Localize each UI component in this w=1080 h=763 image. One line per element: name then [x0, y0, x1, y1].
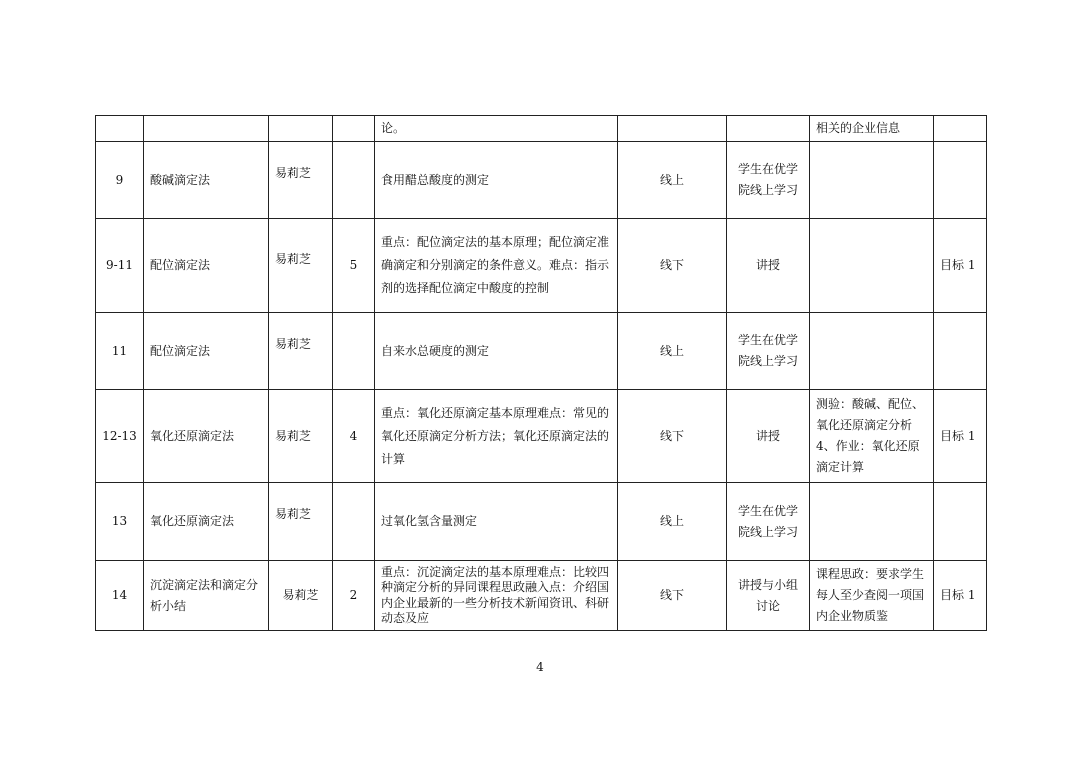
goal-cell: 目标 1 — [934, 561, 987, 631]
method-cell — [727, 116, 810, 142]
assessment-cell: 测验：酸碱、配位、氧化还原滴定分析 4、作业：氧化还原滴定计算 — [810, 390, 934, 483]
hours-cell: 4 — [333, 390, 375, 483]
topic-cell: 配位滴定法 — [144, 313, 269, 390]
table-row — [96, 561, 987, 631]
teacher-cell: 易莉芝 — [269, 142, 333, 219]
table-row — [96, 390, 987, 483]
content-cell: 自来水总硬度的测定 — [375, 313, 618, 390]
assessment-cell: 相关的企业信息 — [810, 116, 934, 142]
topic-cell: 氧化还原滴定法 — [144, 390, 269, 483]
mode-cell: 线上 — [618, 483, 727, 561]
week-cell: 9 — [96, 142, 144, 219]
teacher-cell: 易莉芝 — [269, 390, 333, 483]
content-cell: 过氧化氢含量测定 — [375, 483, 618, 561]
goal-cell — [934, 313, 987, 390]
table-row — [96, 483, 987, 561]
goal-cell: 目标 1 — [934, 390, 987, 483]
assessment-cell — [810, 483, 934, 561]
hours-cell: 2 — [333, 561, 375, 631]
topic-cell: 氧化还原滴定法 — [144, 483, 269, 561]
goal-cell — [934, 116, 987, 142]
table-row — [96, 219, 987, 313]
content-cell: 重点：配位滴定法的基本原理；配位滴定准确滴定和分别滴定的条件意义。难点：指示剂的选择配位滴定中酸度的控制 — [375, 219, 618, 313]
method-cell: 学生在优学院线上学习 — [727, 313, 810, 390]
week-cell: 13 — [96, 483, 144, 561]
mode-cell — [618, 116, 727, 142]
week-cell: 11 — [96, 313, 144, 390]
goal-cell — [934, 142, 987, 219]
goal-cell — [934, 483, 987, 561]
week-cell: 12-13 — [96, 390, 144, 483]
topic-cell: 酸碱滴定法 — [144, 142, 269, 219]
method-cell: 讲授与小组讨论 — [727, 561, 810, 631]
table-row — [96, 116, 987, 142]
week-cell: 14 — [96, 561, 144, 631]
assessment-cell — [810, 313, 934, 390]
week-cell — [96, 116, 144, 142]
mode-cell: 线上 — [618, 142, 727, 219]
content-cell: 重点：沉淀滴定法的基本原理难点：比较四种滴定分析的异同课程思政融入点：介绍国内企业最新的一些分析技术新闻资讯、科研动态及应 — [375, 561, 618, 631]
assessment-cell: 课程思政：要求学生每人至少查阅一项国内企业物质鉴 — [810, 561, 934, 631]
mode-cell: 线下 — [618, 219, 727, 313]
schedule-body — [96, 116, 987, 631]
teacher-cell: 易莉芝 — [269, 219, 333, 313]
method-cell: 学生在优学院线上学习 — [727, 483, 810, 561]
table-row — [96, 313, 987, 390]
content-cell: 重点：氧化还原滴定基本原理难点：常见的氧化还原滴定分析方法；氧化还原滴定法的计算 — [375, 390, 618, 483]
mode-cell: 线下 — [618, 390, 727, 483]
schedule-table — [95, 115, 987, 631]
teacher-cell: 易莉芝 — [269, 483, 333, 561]
week-cell: 9-11 — [96, 219, 144, 313]
method-cell: 讲授 — [727, 390, 810, 483]
content-cell: 论。 — [375, 116, 618, 142]
teacher-cell: 易莉芝 — [269, 313, 333, 390]
hours-cell: 5 — [333, 219, 375, 313]
hours-cell — [333, 142, 375, 219]
topic-cell: 沉淀滴定法和滴定分析小结 — [144, 561, 269, 631]
teacher-cell — [269, 116, 333, 142]
goal-cell: 目标 1 — [934, 219, 987, 313]
teacher-cell: 易莉芝 — [269, 561, 333, 631]
page-number: 4 — [536, 660, 544, 674]
assessment-cell — [810, 142, 934, 219]
method-cell: 讲授 — [727, 219, 810, 313]
table-row — [96, 142, 987, 219]
mode-cell: 线下 — [618, 561, 727, 631]
topic-cell: 配位滴定法 — [144, 219, 269, 313]
assessment-cell — [810, 219, 934, 313]
mode-cell: 线上 — [618, 313, 727, 390]
hours-cell — [333, 116, 375, 142]
method-cell: 学生在优学院线上学习 — [727, 142, 810, 219]
content-cell: 食用醋总酸度的测定 — [375, 142, 618, 219]
topic-cell — [144, 116, 269, 142]
hours-cell — [333, 313, 375, 390]
hours-cell — [333, 483, 375, 561]
